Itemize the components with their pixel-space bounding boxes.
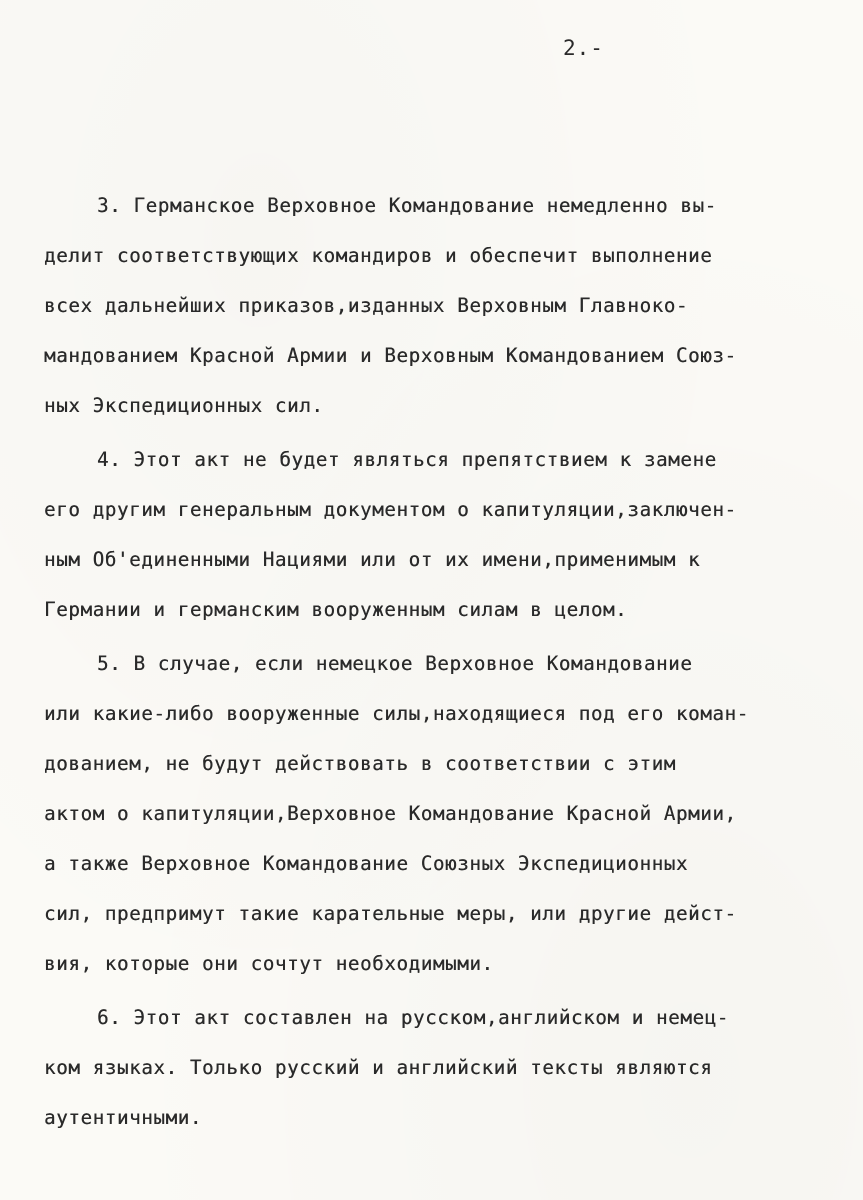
text-line: актом о капитуляции,Верховное Командование Красной Армии, xyxy=(44,802,737,825)
text-line: 4. Этот акт не будет являться препятствием к замене xyxy=(97,448,717,471)
text-line: всех дальнейших приказов,изданных Верховным Главноко- xyxy=(44,294,689,317)
text-line: ком языках. Только русский и английский тексты являются xyxy=(44,1056,713,1079)
text-line: 6. Этот акт составлен на русском,английском и немец- xyxy=(97,1006,729,1029)
text-line: ным Об'единенными Нациями или от их имени,применимым к xyxy=(44,548,701,571)
text-line: делит соответствующих командиров и обеспечит выполнение xyxy=(44,244,713,267)
text-line: или какие-либо вооруженные силы,находящиеся под его коман- xyxy=(44,702,749,725)
text-line: мандованием Красной Армии и Верховным Командованием Союз- xyxy=(44,344,737,367)
text-line: Германии и германским вооруженным силам в целом. xyxy=(44,598,628,621)
text-line: аутентичными. xyxy=(44,1106,202,1129)
text-line: 5. В случае, если немецкое Верховное Командование xyxy=(97,652,693,675)
text-line: дованием, не будут действовать в соответствии с этим xyxy=(44,752,676,775)
text-line: ных Экспедиционных сил. xyxy=(44,394,324,417)
text-line: сил, предпримут такие карательные меры, или другие дейст- xyxy=(44,902,737,925)
text-line: 3. Германское Верховное Командование немедленно вы- xyxy=(97,194,717,217)
page-number: 2.- xyxy=(563,36,604,60)
text-line: вия, которые они сочтут необходимыми. xyxy=(44,952,494,975)
text-line: его другим генеральным документом о капитуляции,заключен- xyxy=(44,498,737,521)
text-line: а также Верховное Командование Союзных Экспедиционных xyxy=(44,852,689,875)
